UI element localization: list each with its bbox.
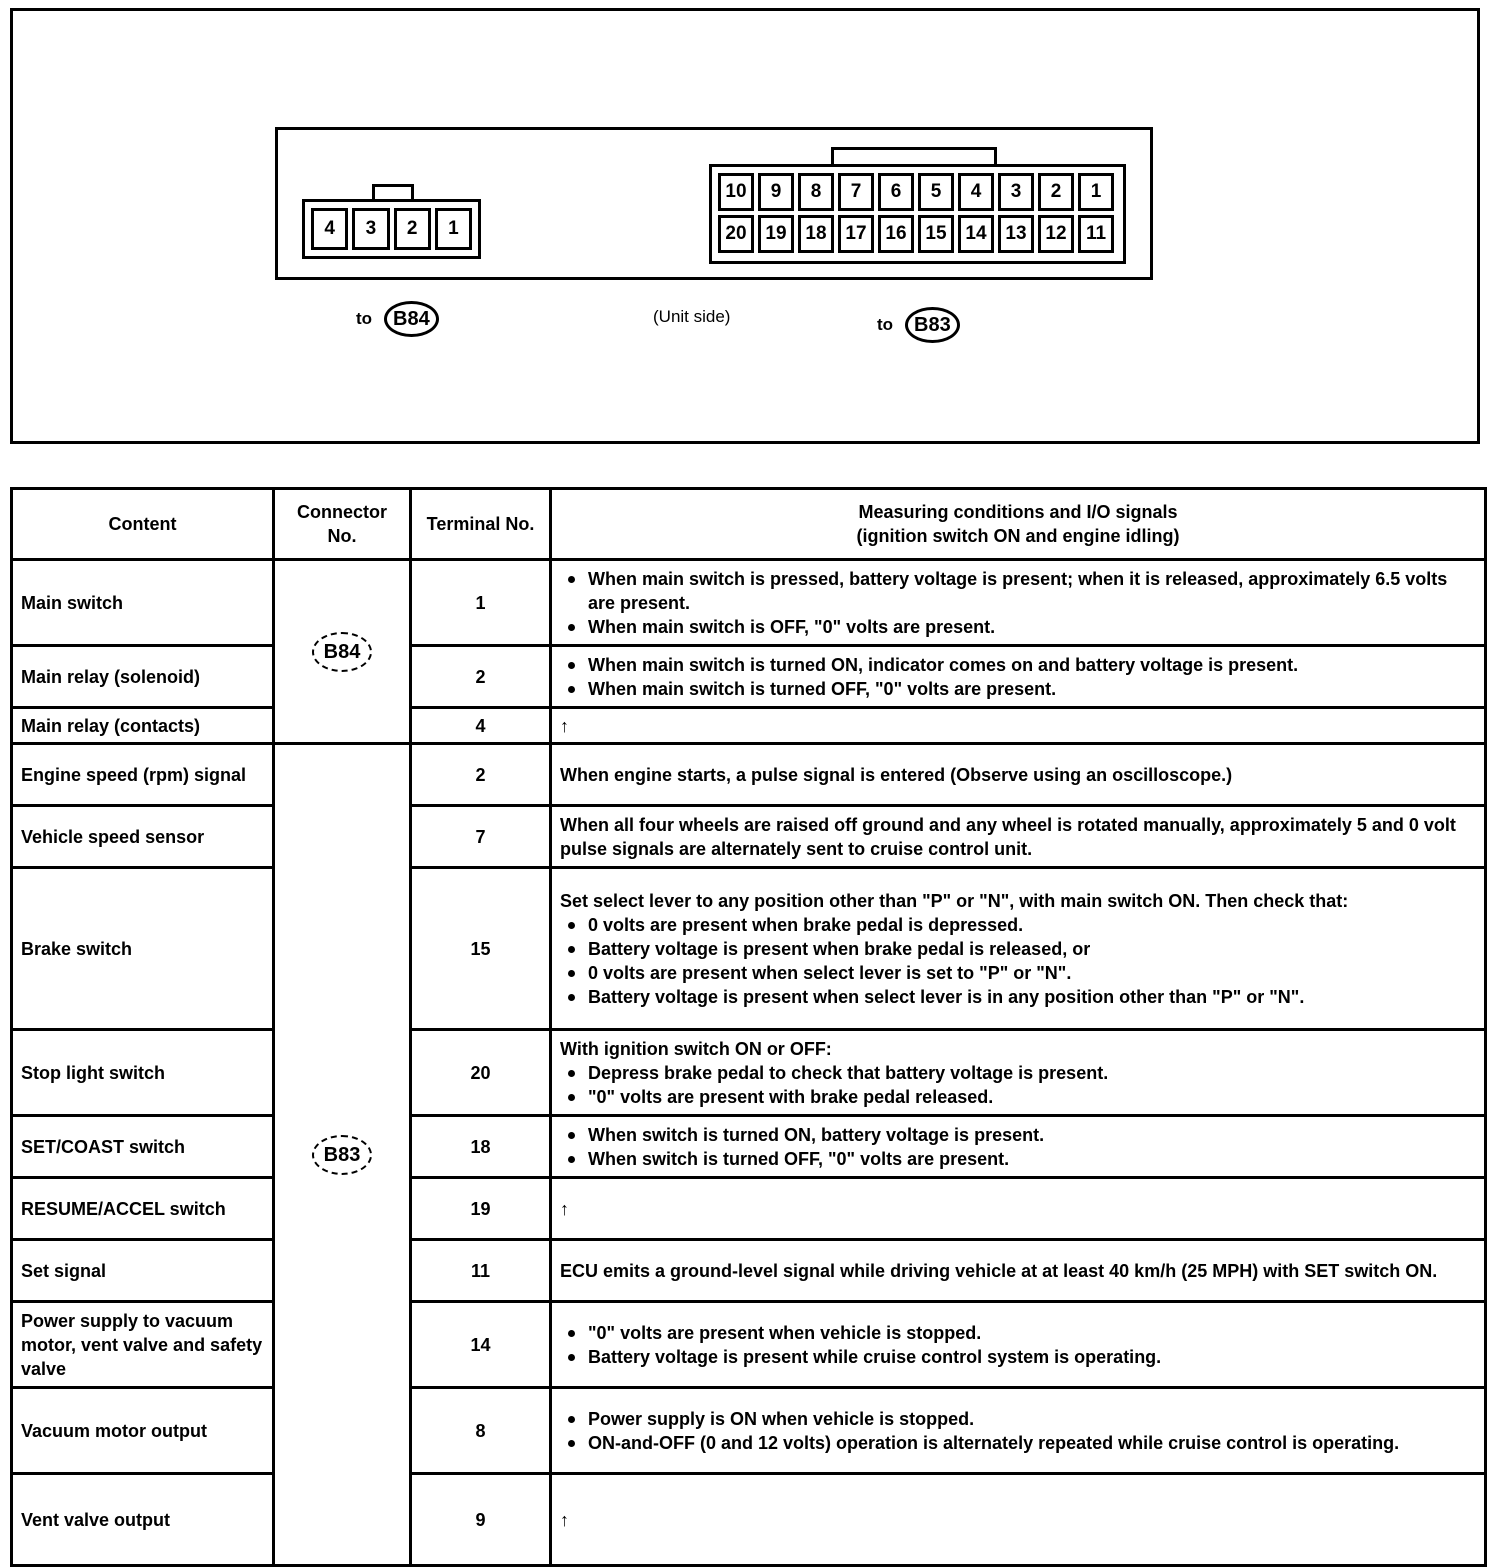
- b84-pin: 1: [435, 208, 472, 250]
- b83-pin: 5: [918, 173, 954, 211]
- b83-pin: 18: [798, 215, 834, 253]
- b83-top-row: [718, 173, 1117, 211]
- terminal-cell: 9: [411, 1474, 551, 1566]
- signal-cell: [551, 646, 1486, 708]
- b83-pin: 20: [718, 215, 754, 253]
- connector-diagram: [10, 8, 1480, 444]
- table-row: [12, 708, 1486, 744]
- b83-pin: 3: [998, 173, 1034, 211]
- signal-cell: When engine starts, a pulse signal is entered (Observe using an oscilloscope.): [551, 744, 1486, 806]
- io-signal-table: [10, 487, 1487, 1567]
- terminal-cell: 18: [411, 1116, 551, 1178]
- table-row: [12, 806, 1486, 868]
- content-cell: Main switch: [12, 560, 274, 646]
- terminal-cell: 15: [411, 868, 551, 1030]
- ditto-mark: ↑: [551, 708, 1486, 744]
- table-row: [12, 1116, 1486, 1178]
- signal-bullet: Battery voltage is present while cruise control system is operating.: [560, 1345, 1476, 1369]
- b83-pin: 2: [1038, 173, 1074, 211]
- ditto-mark: ↑: [551, 1474, 1486, 1566]
- b83-pin: 6: [878, 173, 914, 211]
- terminal-cell: 4: [411, 708, 551, 744]
- content-cell: Engine speed (rpm) signal: [12, 744, 274, 806]
- b83-pin: 12: [1038, 215, 1074, 253]
- signal-bullet: When main switch is OFF, "0" volts are present.: [560, 615, 1476, 639]
- header-terminal: Terminal No.: [411, 489, 551, 560]
- signal-cell: ECU emits a ground-level signal while driving vehicle at at least 40 km/h (25 MPH) with SET switch ON.: [551, 1240, 1486, 1302]
- signal-intro: Set select lever to any position other than "P" or "N", with main switch ON. Then check that:: [560, 890, 1349, 911]
- to-label: to: [877, 315, 894, 334]
- content-cell: RESUME/ACCEL switch: [12, 1178, 274, 1240]
- signal-cell: When all four wheels are raised off ground and any wheel is rotated manually, approximately 5 and 0 volt pulse signals are alternately sent to cruise control unit.: [551, 806, 1486, 868]
- terminal-cell: 19: [411, 1178, 551, 1240]
- table-header-row: [12, 489, 1486, 560]
- table-row: [12, 744, 1486, 806]
- signal-bullet: "0" volts are present with brake pedal released.: [560, 1085, 1476, 1109]
- table-row: [12, 560, 1486, 646]
- signal-bullet: When main switch is turned ON, indicator comes on and battery voltage is present.: [560, 653, 1476, 677]
- table-row: [12, 646, 1486, 708]
- signal-bullet: Battery voltage is present when select lever is in any position other than "P" or "N".: [560, 985, 1476, 1009]
- content-cell: Main relay (contacts): [12, 708, 274, 744]
- b83-pin: 7: [838, 173, 874, 211]
- terminal-cell: 2: [411, 744, 551, 806]
- ditto-mark: ↑: [551, 1178, 1486, 1240]
- b83-pin: 9: [758, 173, 794, 211]
- signal-cell: [551, 868, 1486, 1030]
- b83-pin: 8: [798, 173, 834, 211]
- b84-pin: 2: [394, 208, 431, 250]
- b84-pin: 3: [352, 208, 389, 250]
- terminal-cell: 14: [411, 1302, 551, 1388]
- content-cell: Vacuum motor output: [12, 1388, 274, 1474]
- terminal-cell: 7: [411, 806, 551, 868]
- signal-bullet: 0 volts are present when select lever is set to "P" or "N".: [560, 961, 1476, 985]
- b83-caption: [877, 307, 960, 343]
- table-row: [12, 1030, 1486, 1116]
- b83-badge: B83: [905, 307, 960, 343]
- control-unit-housing: [275, 127, 1153, 280]
- table-row: [12, 1388, 1486, 1474]
- terminal-cell: 11: [411, 1240, 551, 1302]
- content-cell: Set signal: [12, 1240, 274, 1302]
- b83-pin: 13: [998, 215, 1034, 253]
- connector-b84: [302, 199, 481, 259]
- signal-bullet: When main switch is pressed, battery voltage is present; when it is released, approximately 6.5 volts are present.: [560, 567, 1476, 615]
- signal-bullet: ON-and-OFF (0 and 12 volts) operation is alternately repeated while cruise control is operating.: [560, 1431, 1476, 1455]
- b83-pin: 11: [1078, 215, 1114, 253]
- signal-bullet: Battery voltage is present when brake pedal is released, or: [560, 937, 1476, 961]
- table-row: [12, 1178, 1486, 1240]
- b83-pin: 10: [718, 173, 754, 211]
- header-signals: [551, 489, 1486, 560]
- content-cell: Stop light switch: [12, 1030, 274, 1116]
- signal-bullet: 0 volts are present when brake pedal is depressed.: [560, 913, 1476, 937]
- terminal-cell: 8: [411, 1388, 551, 1474]
- signal-cell: [551, 1030, 1486, 1116]
- connector-cell-b83: [274, 744, 411, 1566]
- signal-intro: With ignition switch ON or OFF:: [560, 1038, 832, 1059]
- header-content: Content: [12, 489, 274, 560]
- table-row: [12, 1474, 1486, 1566]
- signal-bullet: "0" volts are present when vehicle is stopped.: [560, 1321, 1476, 1345]
- content-cell: Main relay (solenoid): [12, 646, 274, 708]
- b84-table-badge: B84: [312, 632, 372, 672]
- header-connector: Connector No.: [274, 489, 411, 560]
- b83-pin: 15: [918, 215, 954, 253]
- signal-bullet: Depress brake pedal to check that battery voltage is present.: [560, 1061, 1476, 1085]
- b83-pin: 4: [958, 173, 994, 211]
- table-row: [12, 1302, 1486, 1388]
- terminal-cell: 2: [411, 646, 551, 708]
- header-signals-line2: (ignition switch ON and engine idling): [856, 526, 1180, 546]
- signal-bullet: When switch is turned OFF, "0" volts are present.: [560, 1147, 1476, 1171]
- b84-badge: B84: [384, 301, 439, 337]
- b84-caption: [356, 301, 439, 337]
- content-cell: Vent valve output: [12, 1474, 274, 1566]
- b83-pin: 1: [1078, 173, 1114, 211]
- signal-cell: [551, 560, 1486, 646]
- terminal-cell: 1: [411, 560, 551, 646]
- terminal-cell: 20: [411, 1030, 551, 1116]
- signal-cell: [551, 1302, 1486, 1388]
- connector-cell-b84: [274, 560, 411, 744]
- b84-pin: 4: [311, 208, 348, 250]
- signal-table-wrapper: [10, 487, 1484, 1567]
- signal-bullet: When main switch is turned OFF, "0" volts are present.: [560, 677, 1476, 701]
- content-cell: Power supply to vacuum motor, vent valve and safety valve: [12, 1302, 274, 1388]
- connector-b83: [709, 164, 1126, 264]
- content-cell: SET/COAST switch: [12, 1116, 274, 1178]
- unit-side-caption: (Unit side): [653, 307, 731, 326]
- header-signals-line1: Measuring conditions and I/O signals: [858, 502, 1178, 522]
- table-row: [12, 868, 1486, 1030]
- b83-pin: 17: [838, 215, 874, 253]
- content-cell: Brake switch: [12, 868, 274, 1030]
- to-label: to: [356, 309, 373, 328]
- table-row: [12, 1240, 1486, 1302]
- b83-pin: 14: [958, 215, 994, 253]
- content-cell: Vehicle speed sensor: [12, 806, 274, 868]
- b83-pin: 19: [758, 215, 794, 253]
- signal-cell: [551, 1388, 1486, 1474]
- signal-bullet: Power supply is ON when vehicle is stopped.: [560, 1407, 1476, 1431]
- signal-bullet: When switch is turned ON, battery voltage is present.: [560, 1123, 1476, 1147]
- b83-bottom-row: [718, 215, 1117, 253]
- b83-table-badge: B83: [312, 1135, 372, 1175]
- signal-cell: [551, 1116, 1486, 1178]
- b83-pin: 16: [878, 215, 914, 253]
